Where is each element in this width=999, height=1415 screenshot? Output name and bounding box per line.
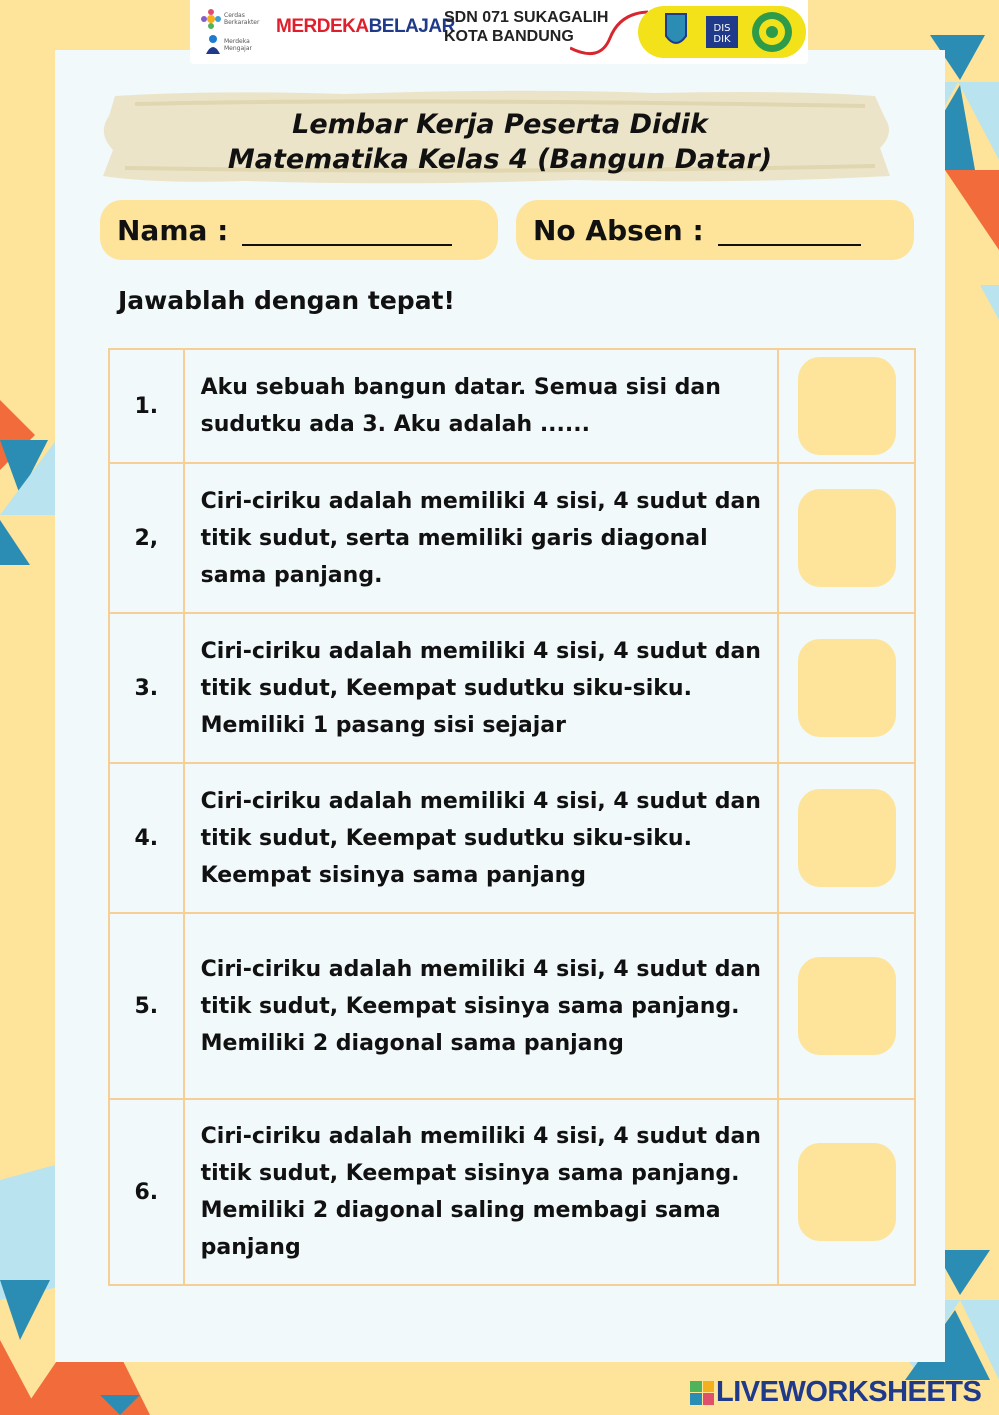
- svg-text:DIK: DIK: [713, 34, 731, 45]
- star-flower-icon: [200, 8, 222, 30]
- title-line2: Matematika Kelas 4 (Bangun Datar): [227, 144, 773, 175]
- question-number: 5.: [109, 913, 184, 1099]
- cerdas-berkarakter-logo: [200, 6, 260, 58]
- table-row: [109, 763, 915, 913]
- question-number: 1.: [109, 349, 184, 463]
- liveworksheets-logo[interactable]: [690, 1376, 981, 1409]
- answer-box-6[interactable]: [798, 1143, 896, 1241]
- question-text: Ciri-ciriku adalah memiliki 4 sisi, 4 sudut dan titik sudut, Keempat sudutku siku-siku. Keempat sisinya sama panjang: [184, 763, 779, 913]
- questions-table: [108, 348, 916, 1286]
- liveworksheets-brand: LIVEWORKSHEETS: [716, 1376, 982, 1408]
- logo-caption-3: Merdeka: [224, 38, 250, 45]
- answer-box-2[interactable]: [798, 489, 896, 587]
- question-text: Ciri-ciriku adalah memiliki 4 sisi, 4 sudut dan titik sudut, serta memiliki garis diagonal sama panjang.: [184, 463, 779, 613]
- question-text: Aku sebuah bangun datar. Semua sisi dan sudutku ada 3. Aku adalah ......: [184, 349, 779, 463]
- nama-field[interactable]: [100, 200, 498, 260]
- question-text: Ciri-ciriku adalah memiliki 4 sisi, 4 sudut dan titik sudut, Keempat sisinya sama panjang. Memiliki 2 diagonal sama panjang: [184, 913, 779, 1099]
- question-number: 2,: [109, 463, 184, 613]
- merdeka-word: MERDEKA: [276, 16, 369, 37]
- question-text: Ciri-ciriku adalah memiliki 4 sisi, 4 sudut dan titik sudut, Keempat sisinya sama panjang. Memiliki 2 diagonal saling membagi sama panjang: [184, 1099, 779, 1285]
- answer-box-1[interactable]: [798, 357, 896, 455]
- table-row: [109, 613, 915, 763]
- merdeka-belajar-logo: [276, 16, 455, 38]
- header-banner: [190, 0, 808, 64]
- instruction-text: Jawablah dengan tepat!: [118, 286, 455, 315]
- logo-caption-4: Mengajar: [224, 45, 252, 52]
- question-number: 3.: [109, 613, 184, 763]
- answer-box-5[interactable]: [798, 957, 896, 1055]
- question-number: 6.: [109, 1099, 184, 1285]
- logo-caption-1: Cerdas: [224, 12, 245, 19]
- merdeka-mengajar-icon: [204, 34, 222, 56]
- no-absen-label: No Absen :: [533, 213, 704, 247]
- table-row: [109, 349, 915, 463]
- question-number: 4.: [109, 763, 184, 913]
- table-row: [109, 1099, 915, 1285]
- logo-caption-2: Berkarakter: [224, 19, 260, 26]
- school-name-line1: SDN 071 SUKAGALIH: [444, 9, 609, 26]
- title-line1: Lembar Kerja Peserta Didik: [292, 109, 708, 140]
- table-row: [109, 913, 915, 1099]
- school-name-line2: KOTA BANDUNG: [444, 28, 574, 45]
- liveworksheets-icon: [690, 1381, 714, 1405]
- nama-underline[interactable]: [242, 244, 452, 246]
- school-seal-icon: [752, 12, 792, 52]
- no-absen-underline[interactable]: [718, 244, 861, 246]
- logos-group: [638, 4, 806, 60]
- disdik-logo-icon: [706, 16, 738, 48]
- no-absen-field[interactable]: [516, 200, 914, 260]
- belajar-word: BELAJAR: [368, 16, 455, 37]
- table-row: [109, 463, 915, 613]
- nama-label: Nama :: [117, 213, 229, 247]
- answer-box-4[interactable]: [798, 789, 896, 887]
- question-text: Ciri-ciriku adalah memiliki 4 sisi, 4 sudut dan titik sudut, Keempat sudutku siku-siku. Memiliki 1 pasang sisi sejajar: [184, 613, 779, 763]
- kota-bandung-crest-icon: [666, 14, 686, 43]
- worksheet-title: [95, 107, 905, 177]
- svg-text:DIS: DIS: [713, 23, 731, 34]
- answer-box-3[interactable]: [798, 639, 896, 737]
